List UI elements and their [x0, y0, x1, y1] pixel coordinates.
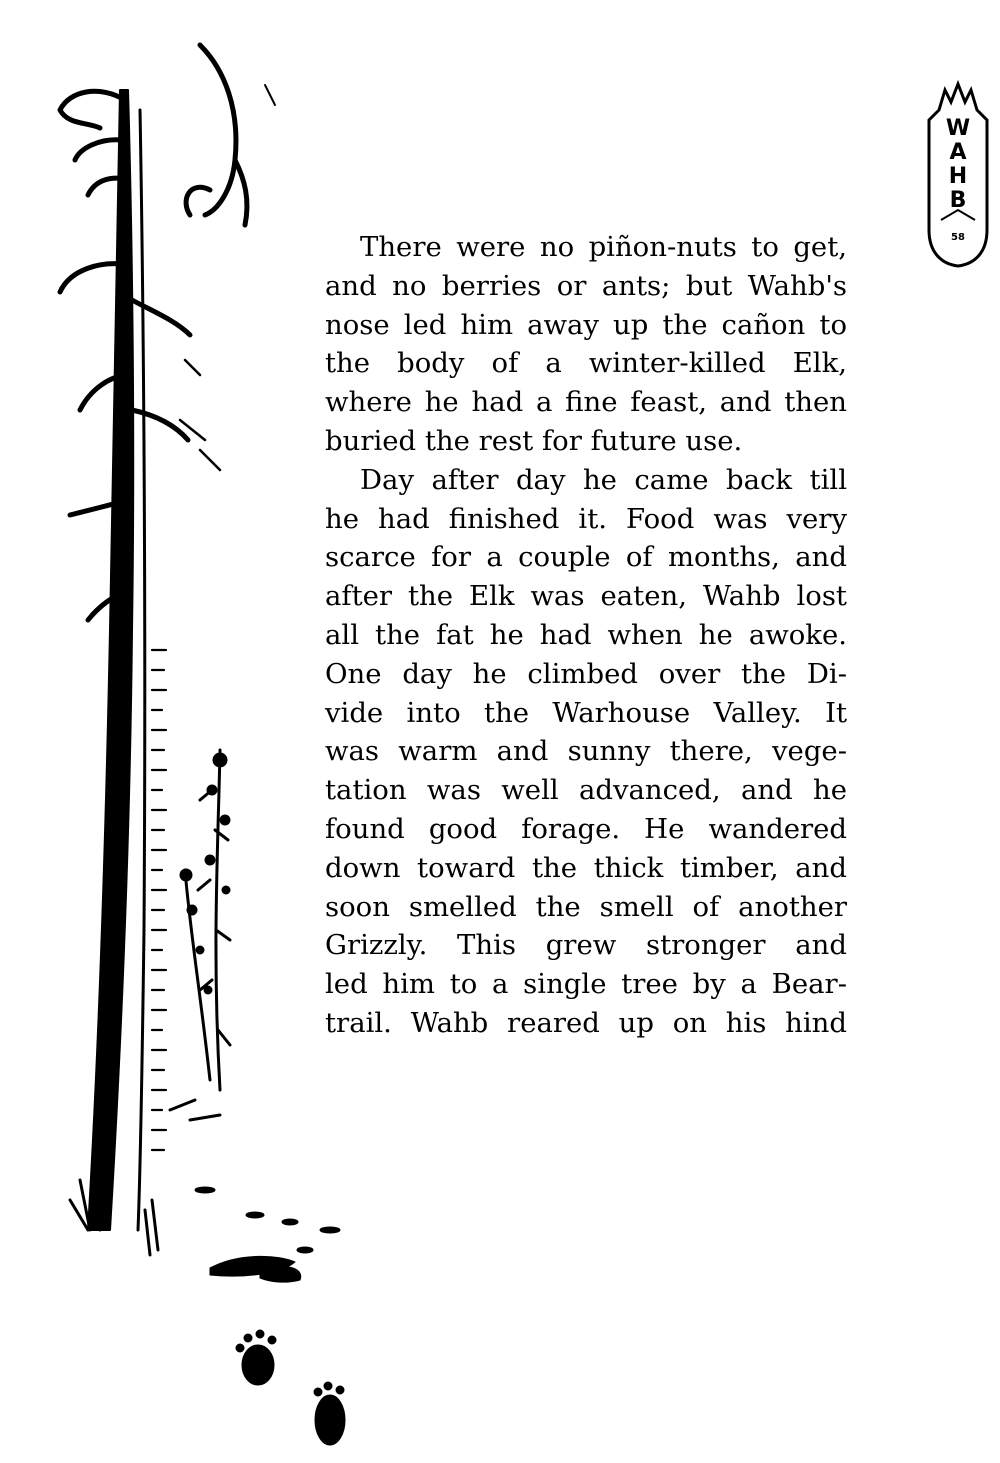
text-line: Grizzly. This grew stronger and	[325, 929, 847, 962]
text-line: There were no piñon-nuts to get,	[360, 231, 847, 263]
text-line: down toward the thick timber, and	[325, 851, 847, 884]
bark-marks	[152, 650, 166, 1150]
text-line: buried the rest for future use.	[325, 424, 743, 457]
tree-trunk	[88, 90, 133, 1230]
text-line: trail. Wahb reared up on his hind	[325, 1006, 847, 1039]
tree-branches	[60, 45, 247, 620]
text-line: vide into the Warhouse Valley. It	[325, 696, 847, 729]
tab-letter: A	[949, 140, 967, 165]
text-line: all the fat he had when he awoke.	[325, 618, 847, 651]
text-line: and no berries or ants; but Wahb's	[325, 269, 847, 302]
text-line: led him to a single tree by a Bear-	[325, 968, 847, 1001]
paragraph	[325, 461, 847, 1043]
sapling-leaves	[180, 753, 230, 994]
text-line: Day after day he came back till	[360, 463, 847, 496]
tab-letter: B	[949, 188, 967, 213]
text-line: soon smelled the smell of another	[325, 890, 847, 923]
text-line: tation was well advanced, and he	[325, 774, 847, 807]
chapter-tab	[925, 80, 991, 270]
text-line: after the Elk was eaten, Wahb lost	[325, 580, 847, 613]
text-line: the body of a winter-killed Elk,	[325, 347, 847, 380]
paragraph	[325, 228, 847, 461]
tab-letter: H	[948, 164, 968, 189]
tab-letter: W	[945, 116, 971, 141]
body-text	[325, 228, 847, 1043]
bear-tracks	[195, 1187, 345, 1445]
text-line: nose led him away up the cañon to	[325, 308, 847, 341]
page-number: 58	[951, 232, 965, 243]
text-line: was warm and sunny there, vege-	[325, 735, 847, 768]
text-line: scarce for a couple of months, and	[325, 541, 847, 574]
sapling	[170, 750, 230, 1120]
text-line: One day he climbed over the Di-	[325, 657, 847, 690]
text-line: he had finished it. Food was very	[325, 502, 847, 535]
text-line: found good forage. He wandered	[325, 812, 847, 845]
text-line: where he had a fine feast, and then	[325, 386, 847, 419]
